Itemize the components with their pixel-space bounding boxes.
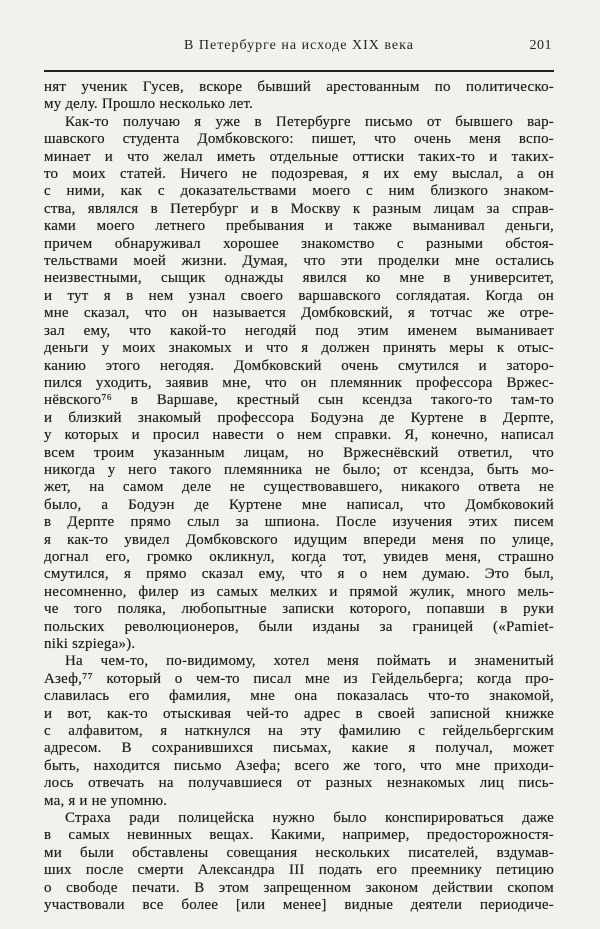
text-line: лось отвечать на получавшиеся от разных незнакомых лиц пись- <box>44 775 554 792</box>
text-line: причем обнаруживал хорошее знакомство с разными обстоя- <box>44 235 554 252</box>
text-line: догнал его, громко окликнул, когда тот, увидев меня, страшно <box>44 548 554 565</box>
text-line: тельствами моей жизни. Думая, что эти проделки мне остались <box>44 253 554 270</box>
page-header <box>44 38 554 56</box>
text-line: участвовали все более [или менее] видные деятели периодиче- <box>44 897 554 914</box>
text-line: ма, я и не упомню. <box>44 792 168 809</box>
text-line: пился уходить, заявив мне, что он племянник профессора Вржес- <box>44 374 554 391</box>
text-line: ства, являлся в Петербург и в Москву к разным лицам за справ- <box>44 200 554 217</box>
text-line: в Дерпте прямо слыл за шпиона. После изучения этих писем <box>44 514 554 531</box>
text-line: нят ученик Гусев, вскоре бывший арестованным по политическо- <box>44 79 554 95</box>
text-line: неизвестными, сыщик однажды явился ко мне в университет, <box>44 270 554 287</box>
running-title: В Петербурге на исходе XIX века <box>184 38 414 53</box>
text-line: му делу. Прошло несколько лет. <box>44 96 254 113</box>
text-line: мне сказал, что он называется Домбковский, я тотчас же отре- <box>44 305 554 322</box>
text-line: ших после смерти Александра III подать его преемнику петицию <box>44 862 554 879</box>
text-line: niki szpiega»). <box>44 636 136 652</box>
text-line: и близкий знакомый профессора Бодуэна де Куртене в Дерпте, <box>44 409 554 426</box>
text-line: всем троим указанным лицам, но Вржеснёвский ответил, что <box>44 444 554 461</box>
text-line: в самых невинных вещах. Какими, например, предосторожностя- <box>44 827 554 844</box>
page-number: 201 <box>529 38 552 53</box>
text-line: было, а Бодуэн де Куртене мне написал, что Домбковокий <box>44 496 554 513</box>
text-line: На чем-то, по-видимому, хотел меня поймать и знаменитый <box>65 653 554 670</box>
text-line: адресом. В сохранившихся письмах, какие я получал, может <box>44 740 554 757</box>
text-line: Как-то получаю я уже в Петербурге письмо от бывшего вар- <box>65 113 554 130</box>
text-line: у которых и просил навести о нем справки. Я, конечно, написал <box>44 427 554 444</box>
text-line: ками моего летнего пребывания и также выманивал деньги, <box>44 218 554 235</box>
page-body <box>44 79 554 915</box>
text-line: Азеф,⁷⁷ который о чем-то писал мне из Гейдельберга; когда про- <box>44 670 554 687</box>
text-line: с алфавитом, я наткнулся на эту фамилию с гейдельбергским <box>44 723 554 740</box>
text-line: ми были обставлены совещания нескольких писателей, вздумав- <box>44 844 554 861</box>
text-line: я как-то увидел Домбковского идущим впереди меня по улице, <box>44 531 554 548</box>
text-line: о свободе печати. В этом запрещенном законом действии скопом <box>44 879 554 896</box>
text-line: то моих статей. Ничего не подозревая, я их ему выслал, а он <box>44 166 554 183</box>
text-line: минает и что желал иметь отдельные оттиски таких-то и таких- <box>44 148 554 165</box>
text-line: че того поляка, любопытные записки которого, попавши в руки <box>44 601 554 618</box>
text-line: Страха ради полицейска нужно было конспирироваться даже <box>65 810 554 827</box>
text-line: зал ему, что какой-то негодяй под этим именем выманивает <box>44 322 554 339</box>
text-line: деньги у моих знакомых и что я должен принять меры к отыс- <box>44 340 554 357</box>
text-line: с ними, как с доказательствами моего с ним близкого знаком- <box>44 183 554 200</box>
text-line: быть, находится письмо Азефа; всего же того, что мне приходи- <box>44 757 554 774</box>
text-line: канию этого негодяя. Домбковский очень смутился и заторо- <box>44 357 554 374</box>
text-line: нёвского⁷⁶ в Варшаве, крестный сын ксендза такого-то там-то <box>44 392 554 409</box>
text-line: шавского студента Домбковского: пишет, что очень меня вспо- <box>44 131 554 148</box>
text-line: несомненно, филер из самых мелких и прямой жулик, много мель- <box>44 583 554 600</box>
text-line: и вот, как-то отыскивая чей-то адрес в своей записной книжке <box>44 705 554 722</box>
text-line: никогда у него такого племянника не было; от ксендза, быть мо- <box>44 461 554 478</box>
text-line: польских революционеров, были изданы за границей («Pamiet- <box>44 618 554 635</box>
text-line: и тут я в нем узнал своего варшавского соглядатая. Когда он <box>44 287 554 304</box>
text-line: славилась его фамилия, мне она показалась что-то знакомой, <box>44 688 554 705</box>
text-line: смутился, я прямо сказал ему, что́ я о нем думаю. Это был, <box>44 566 554 583</box>
header-rule <box>44 70 554 72</box>
text-line: жет, на самом деле не существовавшего, никакого ответа не <box>44 479 554 496</box>
